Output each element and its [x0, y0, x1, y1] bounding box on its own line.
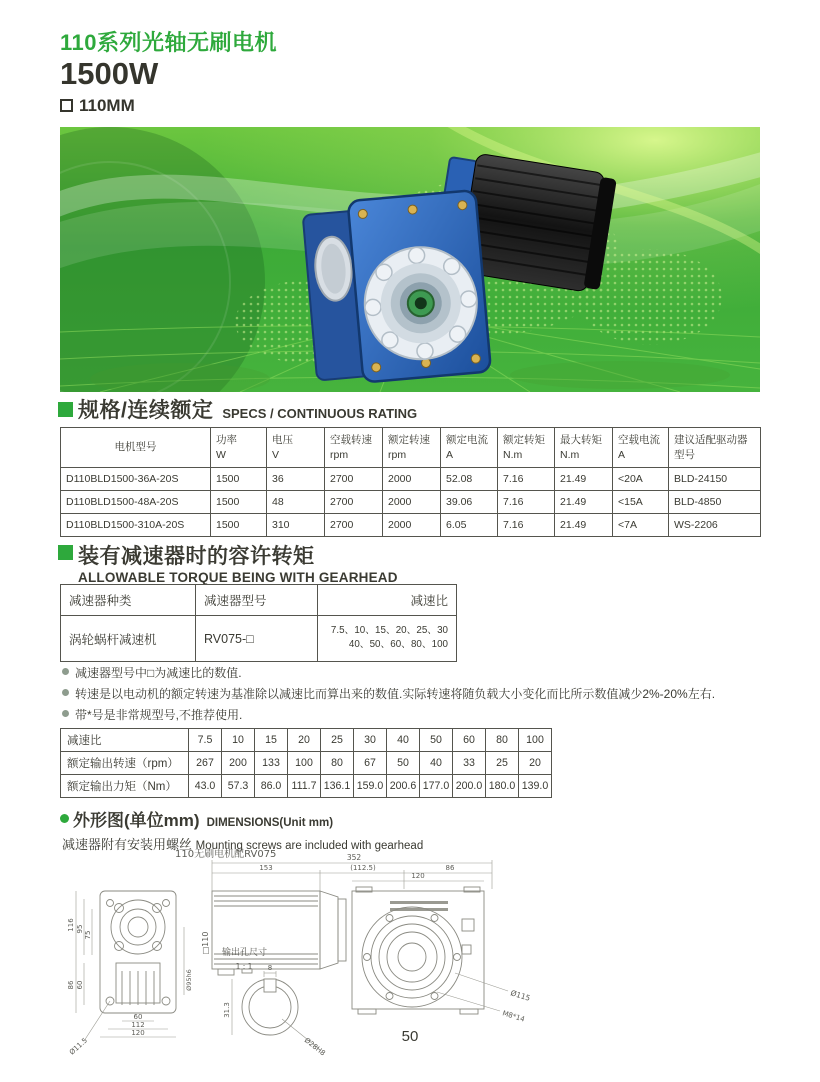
cell: 1500	[211, 514, 267, 537]
dim-label: 31.3	[223, 1002, 231, 1018]
cell: 48	[267, 491, 325, 514]
cell: 52.08	[441, 468, 498, 491]
power-rating: 1500W	[60, 56, 159, 91]
cell: 2000	[383, 491, 441, 514]
dim-label: 1 : 1	[235, 962, 253, 971]
list-item	[62, 664, 812, 681]
column-header: 额定电流 A	[441, 428, 498, 468]
dim-label: M8*14	[501, 1009, 526, 1024]
cell: 200.6	[387, 775, 420, 798]
dim-label: 60	[133, 1013, 143, 1021]
dim-label: Ø28H8	[302, 1036, 327, 1058]
table-header-row	[61, 585, 457, 616]
cell: 21.49	[555, 514, 613, 537]
column-header: 减速器种类	[61, 585, 196, 616]
cell: D110BLD1500-36A-20S	[61, 468, 211, 491]
cell: 111.7	[288, 775, 321, 798]
cell: D110BLD1500-310A-20S	[61, 514, 211, 537]
dim-label: 86	[445, 864, 455, 872]
specs-heading-en: SPECS / CONTINUOUS RATING	[222, 406, 418, 421]
mounting-note-cn: 减速器附有安装用螺丝	[62, 837, 193, 852]
table-row	[61, 729, 552, 752]
cell: WS-2206	[669, 514, 761, 537]
note-text: 减速器型号中□为减速比的数值.	[75, 666, 242, 680]
cell: 180.0	[486, 775, 519, 798]
banner-graphic	[60, 127, 760, 392]
series-title: 110系列光轴无刷电机	[60, 30, 277, 55]
cell: 7.16	[498, 468, 555, 491]
dim-label: 95	[76, 924, 84, 934]
cell: 43.0	[189, 775, 222, 798]
cell: 133	[255, 752, 288, 775]
side-view-drawing	[212, 891, 346, 975]
front-view-drawing	[100, 891, 176, 1013]
column-header: 空载电流 A	[613, 428, 669, 468]
row-label: 额定输出力矩（Nm）	[61, 775, 189, 798]
cell: 25	[321, 729, 354, 752]
cell: 100	[288, 752, 321, 775]
cell: 15	[255, 729, 288, 752]
gearhead-table	[60, 584, 457, 662]
dim-label: 120	[411, 872, 425, 880]
dim-label: 75	[84, 930, 92, 940]
cell: 136.1	[321, 775, 354, 798]
cell: 7.16	[498, 491, 555, 514]
column-header: 减速器型号	[196, 585, 318, 616]
row-label: 额定输出转速（rpm）	[61, 752, 189, 775]
cell: 25	[486, 752, 519, 775]
column-header: 额定转矩 N.m	[498, 428, 555, 468]
note-text: 转速是以电动机的额定转速为基准除以减速比而算出来的数值.实际转速将随负载大小变化而比所示数值减少2%-20%左右.	[75, 687, 716, 701]
drawing-title: 110无刷电机配RV075	[175, 849, 277, 860]
column-header: 减速比	[318, 585, 457, 616]
cell: 60	[453, 729, 486, 752]
cell: 10	[222, 729, 255, 752]
table-row	[61, 775, 552, 798]
list-item	[62, 706, 812, 723]
bullet-dot-icon	[62, 710, 69, 717]
specs-section-heading	[58, 394, 417, 424]
cell: BLD-4850	[669, 491, 761, 514]
cell: 20	[288, 729, 321, 752]
cell: 80	[486, 729, 519, 752]
cell: 1500	[211, 491, 267, 514]
cell: 39.06	[441, 491, 498, 514]
gearhead-type: 涡轮蜗杆减速机	[61, 616, 196, 662]
gearhead-model: RV075-□	[196, 616, 318, 662]
bullet-dot-icon	[62, 668, 69, 675]
cell: 100	[519, 729, 552, 752]
dim-label: Ø115	[509, 988, 532, 1003]
gearbox-blue	[302, 190, 491, 386]
specs-table	[60, 427, 761, 537]
dim-label: 86	[67, 980, 75, 990]
cell: <20A	[613, 468, 669, 491]
cell: 2000	[383, 514, 441, 537]
rear-view-drawing	[352, 887, 484, 1014]
green-square-icon	[58, 545, 73, 560]
dim-label: Ø95h6	[185, 969, 193, 991]
cell: 2700	[325, 491, 383, 514]
cell: 200	[222, 752, 255, 775]
cell: 310	[267, 514, 325, 537]
cell: 1500	[211, 468, 267, 491]
cell: 21.49	[555, 468, 613, 491]
table-header-row	[61, 428, 761, 468]
frame-size: 110MM	[79, 95, 135, 115]
dim-label: 352	[346, 853, 362, 862]
cell: 139.0	[519, 775, 552, 798]
column-header: 电机型号	[61, 428, 211, 468]
gearhead-section-heading	[58, 540, 398, 585]
table-row	[61, 491, 761, 514]
cell: 33	[453, 752, 486, 775]
cell: 20	[519, 752, 552, 775]
bullet-dot-icon	[62, 689, 69, 696]
column-header: 最大转矩 N.m	[555, 428, 613, 468]
cell: D110BLD1500-48A-20S	[61, 491, 211, 514]
dim-label: 153	[259, 864, 273, 872]
column-header: 额定转速 rpm	[383, 428, 441, 468]
column-header: 建议适配驱动器型号	[669, 428, 761, 468]
cell: 80	[321, 752, 354, 775]
cell: 40	[387, 729, 420, 752]
dim-label: 120	[131, 1029, 145, 1037]
dim-label: 输出孔尺寸	[222, 948, 268, 958]
green-dot-icon	[60, 814, 69, 823]
dim-label: (112.5)	[350, 864, 376, 872]
square-frame-icon	[60, 99, 73, 112]
gearhead-ratios: 7.5、10、15、20、25、30 40、50、60、80、100	[318, 616, 457, 662]
page-number: 50	[401, 1028, 419, 1045]
green-square-icon	[58, 402, 73, 417]
cell: 2700	[325, 468, 383, 491]
dimensions-heading-cn: 外形图(单位mm)	[73, 811, 200, 830]
cell: 2000	[383, 468, 441, 491]
cell: BLD-24150	[669, 468, 761, 491]
page-header	[60, 26, 277, 116]
product-banner	[60, 127, 760, 392]
cell: 200.0	[453, 775, 486, 798]
cell: 159.0	[354, 775, 387, 798]
cell: 40	[420, 752, 453, 775]
specs-heading-cn: 规格/连续额定	[78, 399, 214, 422]
gearhead-heading-en: ALLOWABLE TORQUE BEING WITH GEARHEAD	[78, 570, 398, 585]
mounting-note-en: Mounting screws are included with gearhead	[195, 840, 424, 852]
cell: 30	[354, 729, 387, 752]
cell: 50	[420, 729, 453, 752]
table-row	[61, 468, 761, 491]
column-header: 空载转速 rpm	[325, 428, 383, 468]
table-row	[61, 616, 457, 662]
cell: 177.0	[420, 775, 453, 798]
cell: 7.5	[189, 729, 222, 752]
dim-label: 60	[76, 980, 84, 990]
table-row	[61, 514, 761, 537]
cell: 67	[354, 752, 387, 775]
dim-label: 112	[131, 1021, 145, 1029]
cell: 86.0	[255, 775, 288, 798]
dimensions-heading-en: DIMENSIONS(Unit mm)	[206, 817, 334, 829]
cell: 6.05	[441, 514, 498, 537]
table-row	[61, 752, 552, 775]
dim-label: 8	[267, 964, 273, 972]
cell: 267	[189, 752, 222, 775]
cell: <7A	[613, 514, 669, 537]
row-label: 减速比	[61, 729, 189, 752]
ratio-table	[60, 728, 552, 798]
cell: 57.3	[222, 775, 255, 798]
cell: 36	[267, 468, 325, 491]
cell: 7.16	[498, 514, 555, 537]
dim-label: □110	[201, 931, 210, 955]
dim-label: Ø11.5	[67, 1036, 90, 1057]
cell: <15A	[613, 491, 669, 514]
note-text: 带*号是非常规型号,不推荐使用.	[75, 708, 243, 722]
notes-list	[62, 664, 812, 727]
cell: 50	[387, 752, 420, 775]
cell: 2700	[325, 514, 383, 537]
list-item	[62, 685, 812, 702]
frame-size-row	[60, 96, 277, 116]
cell: 21.49	[555, 491, 613, 514]
dim-label: 116	[67, 918, 75, 932]
column-header: 电压 V	[267, 428, 325, 468]
column-header: 功率 W	[211, 428, 267, 468]
gearhead-heading-cn: 装有减速器时的容许转矩	[78, 545, 315, 568]
